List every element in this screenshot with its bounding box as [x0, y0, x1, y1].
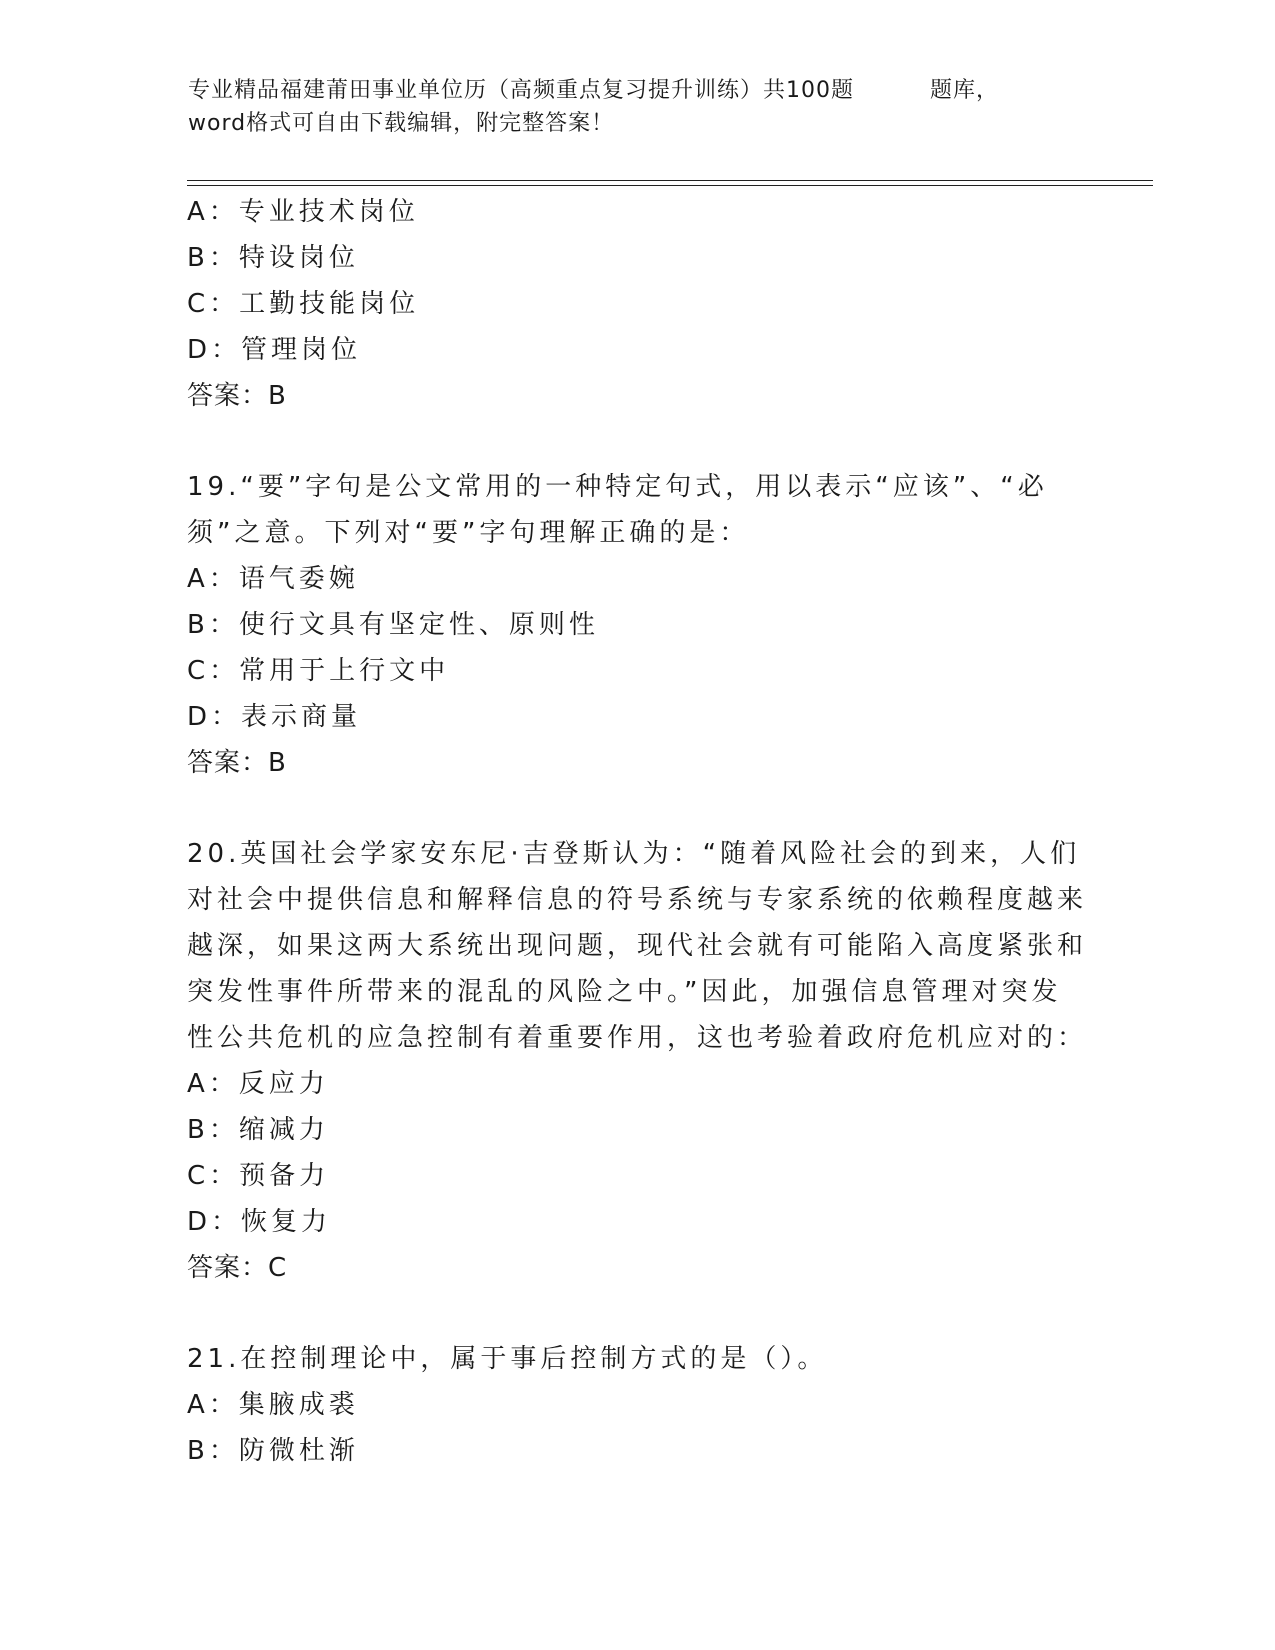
question-text-line: 19.“要”字句是公文常用的一种特定句式，用以表示“应该”、“必: [187, 472, 1048, 502]
option-b: B：特设岗位: [187, 243, 359, 273]
question-text-line: 20.英国社会学家安东尼·吉登斯认为：“随着风险社会的到来，人们: [187, 839, 1081, 869]
answer: 答案：B: [187, 381, 287, 411]
spacer: [187, 419, 1087, 464]
answer: 答案：C: [187, 1253, 288, 1283]
option-c: C：预备力: [187, 1161, 330, 1191]
question-text-line: 21.在控制理论中，属于事后控制方式的是（）。: [187, 1344, 828, 1374]
question-text-line: 越深，如果这两大系统出现问题，现代社会就有可能陷入高度紧张和: [187, 931, 1088, 961]
option-c: C：工勤技能岗位: [187, 289, 420, 319]
option-a: A：专业技术岗位: [187, 197, 419, 227]
option-d: D：表示商量: [187, 702, 362, 732]
page-header: [188, 74, 1088, 140]
option-b: B：缩减力: [187, 1115, 329, 1145]
question-content: [187, 189, 1087, 1474]
option-b: B：使行文具有坚定性、原则性: [187, 610, 599, 640]
question-20: [187, 831, 1087, 1291]
header-title-line: [188, 74, 1088, 107]
option-d: D：管理岗位: [187, 335, 362, 365]
question-text-line: 对社会中提供信息和解释信息的符号系统与专家系统的依赖程度越来: [187, 885, 1088, 915]
header-gap: [854, 74, 930, 107]
option-c: C：常用于上行文中: [187, 656, 450, 686]
option-d: D：恢复力: [187, 1207, 332, 1237]
option-a: A：反应力: [187, 1069, 329, 1099]
question-21: [187, 1336, 1087, 1474]
spacer: [187, 786, 1087, 831]
answer: 答案：B: [187, 748, 287, 778]
header-rule-top: [187, 180, 1153, 181]
question-text-line: 突发性事件所带来的混乱的风险之中。”因此，加强信息管理对突发: [187, 977, 1062, 1007]
header-subtitle: word格式可自由下载编辑，附完整答案！: [188, 111, 615, 136]
question-text-line: 须”之意。下列对“要”字句理解正确的是：: [187, 518, 750, 548]
option-b: B：防微杜渐: [187, 1436, 359, 1466]
question-19: [187, 464, 1087, 786]
header-rule-bottom: [187, 185, 1153, 186]
header-title: 专业精品福建莆田事业单位历（高频重点复习提升训练）共100题: [188, 78, 854, 103]
question-18: [187, 189, 1087, 419]
header-title-suffix: 题库，: [930, 78, 1000, 103]
option-a: A：语气委婉: [187, 564, 359, 594]
option-a: A：集腋成裘: [187, 1390, 359, 1420]
spacer: [187, 1291, 1087, 1336]
question-text-line: 性公共危机的应急控制有着重要作用，这也考验着政府危机应对的：: [187, 1023, 1088, 1053]
